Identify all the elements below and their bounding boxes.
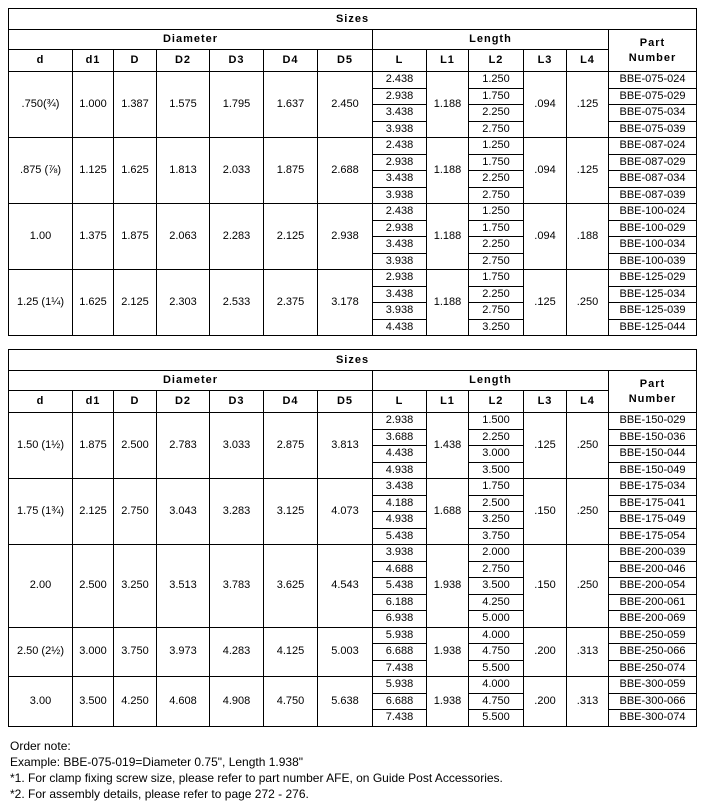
cell-d: 2.50 (2½) bbox=[9, 627, 73, 677]
cell-d5: 4.543 bbox=[318, 545, 373, 628]
cell-d1: 3.000 bbox=[73, 627, 114, 677]
col-heading-d5: D5 bbox=[318, 391, 373, 413]
col-heading-l2: L2 bbox=[469, 50, 524, 72]
cell-d: 1.387 bbox=[114, 72, 157, 138]
col-heading-d5: D5 bbox=[318, 50, 373, 72]
cell-d4: 1.637 bbox=[264, 72, 318, 138]
cell-part-number: BBE-150-044 bbox=[609, 446, 697, 463]
length-group-heading: Length bbox=[373, 30, 609, 50]
cell-d5: 2.938 bbox=[318, 204, 373, 270]
cell-l: 3.438 bbox=[373, 237, 427, 254]
col-heading-d4: D4 bbox=[264, 391, 318, 413]
cell-d1: 1.000 bbox=[73, 72, 114, 138]
cell-d3: 4.283 bbox=[210, 627, 264, 677]
order-note-example: Example: BBE-075-019=Diameter 0.75", Length 1.938" bbox=[10, 755, 304, 769]
cell-d1: 1.875 bbox=[73, 413, 114, 479]
cell-part-number: BBE-300-066 bbox=[609, 693, 697, 710]
cell-d1: 3.500 bbox=[73, 677, 114, 727]
cell-d4: 2.875 bbox=[264, 413, 318, 479]
cell-d: 2.500 bbox=[114, 413, 157, 479]
cell-d1: 1.375 bbox=[73, 204, 114, 270]
cell-l: 3.938 bbox=[373, 121, 427, 138]
cell-part-number: BBE-125-039 bbox=[609, 303, 697, 320]
cell-d3: 2.033 bbox=[210, 138, 264, 204]
cell-l2: 4.750 bbox=[469, 693, 524, 710]
cell-d4: 3.625 bbox=[264, 545, 318, 628]
cell-part-number: BBE-100-029 bbox=[609, 220, 697, 237]
cell-d5: 2.688 bbox=[318, 138, 373, 204]
cell-l: 4.188 bbox=[373, 495, 427, 512]
cell-d5: 3.813 bbox=[318, 413, 373, 479]
cell-l2: 3.000 bbox=[469, 446, 524, 463]
cell-d2: 3.973 bbox=[157, 627, 210, 677]
cell-l: 4.688 bbox=[373, 561, 427, 578]
cell-l: 7.438 bbox=[373, 660, 427, 677]
cell-part-number: BBE-125-044 bbox=[609, 319, 697, 336]
cell-l3: .200 bbox=[524, 627, 567, 677]
cell-l2: 2.250 bbox=[469, 286, 524, 303]
cell-l2: 5.500 bbox=[469, 710, 524, 727]
cell-d: .750(¾) bbox=[9, 72, 73, 138]
table-row bbox=[9, 479, 697, 496]
cell-part-number: BBE-300-059 bbox=[609, 677, 697, 694]
cell-l: 6.688 bbox=[373, 693, 427, 710]
cell-l2: 2.750 bbox=[469, 561, 524, 578]
cell-d: 2.125 bbox=[114, 270, 157, 336]
cell-d3: 1.795 bbox=[210, 72, 264, 138]
cell-d2: 2.303 bbox=[157, 270, 210, 336]
cell-l2: 3.500 bbox=[469, 578, 524, 595]
cell-part-number: BBE-150-029 bbox=[609, 413, 697, 430]
cell-part-number: BBE-125-034 bbox=[609, 286, 697, 303]
cell-l: 2.438 bbox=[373, 204, 427, 221]
cell-l: 4.438 bbox=[373, 319, 427, 336]
cell-part-number: BBE-200-046 bbox=[609, 561, 697, 578]
part-heading-line2: Number bbox=[628, 51, 677, 64]
cell-d4: 2.125 bbox=[264, 204, 318, 270]
cell-l1: 1.188 bbox=[427, 72, 469, 138]
cell-l: 3.938 bbox=[373, 187, 427, 204]
cell-part-number: BBE-200-061 bbox=[609, 594, 697, 611]
cell-l: 3.938 bbox=[373, 253, 427, 270]
cell-l3: .150 bbox=[524, 545, 567, 628]
sizes-heading: Sizes bbox=[9, 9, 697, 30]
cell-l: 6.938 bbox=[373, 611, 427, 628]
cell-part-number: BBE-100-039 bbox=[609, 253, 697, 270]
cell-part-number: BBE-087-034 bbox=[609, 171, 697, 188]
cell-l2: 2.750 bbox=[469, 253, 524, 270]
table-row bbox=[9, 72, 697, 89]
cell-l: 3.438 bbox=[373, 105, 427, 122]
cell-l: 2.938 bbox=[373, 88, 427, 105]
cell-part-number: BBE-200-054 bbox=[609, 578, 697, 595]
cell-part-number: BBE-175-049 bbox=[609, 512, 697, 529]
cell-l2: 3.250 bbox=[469, 512, 524, 529]
cell-d5: 4.073 bbox=[318, 479, 373, 545]
cell-l2: 1.750 bbox=[469, 220, 524, 237]
col-heading-d: d bbox=[9, 50, 73, 72]
table-row bbox=[9, 545, 697, 562]
cell-l4: .250 bbox=[567, 545, 609, 628]
col-heading-d4: D4 bbox=[264, 50, 318, 72]
cell-l3: .125 bbox=[524, 413, 567, 479]
cell-l2: 2.750 bbox=[469, 303, 524, 320]
cell-part-number: BBE-250-059 bbox=[609, 627, 697, 644]
cell-d4: 4.125 bbox=[264, 627, 318, 677]
cell-part-number: BBE-075-039 bbox=[609, 121, 697, 138]
cell-d: 4.250 bbox=[114, 677, 157, 727]
cell-d4: 3.125 bbox=[264, 479, 318, 545]
cell-part-number: BBE-300-074 bbox=[609, 710, 697, 727]
sizes-table-2 bbox=[8, 349, 697, 727]
table-row bbox=[9, 413, 697, 430]
col-heading-l2: L2 bbox=[469, 391, 524, 413]
cell-part-number: BBE-087-039 bbox=[609, 187, 697, 204]
cell-part-number: BBE-150-049 bbox=[609, 462, 697, 479]
part-heading-line2: Number bbox=[628, 392, 677, 405]
cell-l4: .313 bbox=[567, 627, 609, 677]
cell-part-number: BBE-250-074 bbox=[609, 660, 697, 677]
cell-l: 2.938 bbox=[373, 154, 427, 171]
cell-l1: 1.938 bbox=[427, 677, 469, 727]
cell-d1: 1.125 bbox=[73, 138, 114, 204]
cell-d4: 2.375 bbox=[264, 270, 318, 336]
col-heading-l3: L3 bbox=[524, 50, 567, 72]
cell-part-number: BBE-087-029 bbox=[609, 154, 697, 171]
sizes-heading: Sizes bbox=[9, 350, 697, 371]
cell-part-number: BBE-075-024 bbox=[609, 72, 697, 89]
cell-d2: 3.513 bbox=[157, 545, 210, 628]
cell-l1: 1.188 bbox=[427, 204, 469, 270]
cell-d5: 2.450 bbox=[318, 72, 373, 138]
cell-part-number: BBE-250-066 bbox=[609, 644, 697, 661]
cell-d: 1.875 bbox=[114, 204, 157, 270]
col-heading-d2: D2 bbox=[157, 391, 210, 413]
diameter-group-heading: Diameter bbox=[9, 30, 373, 50]
cell-part-number: BBE-075-029 bbox=[609, 88, 697, 105]
cell-l2: 3.750 bbox=[469, 528, 524, 545]
cell-l1: 1.438 bbox=[427, 413, 469, 479]
cell-l2: 4.250 bbox=[469, 594, 524, 611]
cell-l2: 1.250 bbox=[469, 138, 524, 155]
cell-d2: 4.608 bbox=[157, 677, 210, 727]
col-heading-l4: L4 bbox=[567, 391, 609, 413]
cell-l2: 2.750 bbox=[469, 121, 524, 138]
cell-part-number: BBE-175-034 bbox=[609, 479, 697, 496]
cell-l: 2.438 bbox=[373, 72, 427, 89]
col-heading-l3: L3 bbox=[524, 391, 567, 413]
cell-l2: 4.000 bbox=[469, 677, 524, 694]
cell-l2: 1.750 bbox=[469, 154, 524, 171]
cell-d: 1.75 (1¾) bbox=[9, 479, 73, 545]
cell-l2: 2.250 bbox=[469, 237, 524, 254]
cell-part-number: BBE-150-036 bbox=[609, 429, 697, 446]
cell-l3: .094 bbox=[524, 72, 567, 138]
cell-l: 3.688 bbox=[373, 429, 427, 446]
cell-l2: 5.000 bbox=[469, 611, 524, 628]
cell-d3: 4.908 bbox=[210, 677, 264, 727]
cell-d: .875 (⅞) bbox=[9, 138, 73, 204]
cell-l1: 1.688 bbox=[427, 479, 469, 545]
cell-l: 5.938 bbox=[373, 627, 427, 644]
cell-l: 5.438 bbox=[373, 528, 427, 545]
cell-l2: 2.250 bbox=[469, 105, 524, 122]
cell-l2: 1.500 bbox=[469, 413, 524, 430]
cell-d: 3.750 bbox=[114, 627, 157, 677]
cell-l: 4.438 bbox=[373, 446, 427, 463]
cell-d: 1.625 bbox=[114, 138, 157, 204]
cell-l2: 2.500 bbox=[469, 495, 524, 512]
cell-d: 1.25 (1¼) bbox=[9, 270, 73, 336]
cell-l2: 3.250 bbox=[469, 319, 524, 336]
cell-l: 5.438 bbox=[373, 578, 427, 595]
cell-part-number: BBE-125-029 bbox=[609, 270, 697, 287]
cell-l1: 1.188 bbox=[427, 270, 469, 336]
cell-d2: 1.813 bbox=[157, 138, 210, 204]
diameter-group-heading: Diameter bbox=[9, 371, 373, 391]
part-heading-line1: Part bbox=[639, 36, 666, 49]
cell-l: 6.688 bbox=[373, 644, 427, 661]
cell-l2: 2.750 bbox=[469, 187, 524, 204]
cell-d3: 3.283 bbox=[210, 479, 264, 545]
cell-l2: 3.500 bbox=[469, 462, 524, 479]
cell-l: 3.438 bbox=[373, 286, 427, 303]
cell-l2: 1.750 bbox=[469, 270, 524, 287]
cell-l4: .313 bbox=[567, 677, 609, 727]
order-note-heading: Order note: bbox=[10, 739, 71, 753]
col-heading-l1: L1 bbox=[427, 391, 469, 413]
cell-d: 1.50 (1½) bbox=[9, 413, 73, 479]
col-heading-d1: d1 bbox=[73, 391, 114, 413]
cell-l1: 1.938 bbox=[427, 545, 469, 628]
cell-l: 2.938 bbox=[373, 270, 427, 287]
cell-l2: 4.750 bbox=[469, 644, 524, 661]
cell-l4: .250 bbox=[567, 413, 609, 479]
cell-part-number: BBE-200-039 bbox=[609, 545, 697, 562]
cell-d: 2.00 bbox=[9, 545, 73, 628]
cell-d: 2.750 bbox=[114, 479, 157, 545]
cell-l: 7.438 bbox=[373, 710, 427, 727]
col-heading-l: L bbox=[373, 50, 427, 72]
cell-d1: 2.500 bbox=[73, 545, 114, 628]
cell-l3: .094 bbox=[524, 138, 567, 204]
cell-l2: 2.000 bbox=[469, 545, 524, 562]
table-row bbox=[9, 138, 697, 155]
cell-l: 3.438 bbox=[373, 171, 427, 188]
part-number-heading bbox=[609, 30, 697, 72]
cell-d1: 2.125 bbox=[73, 479, 114, 545]
cell-d5: 3.178 bbox=[318, 270, 373, 336]
cell-d5: 5.003 bbox=[318, 627, 373, 677]
cell-l: 6.188 bbox=[373, 594, 427, 611]
cell-part-number: BBE-175-041 bbox=[609, 495, 697, 512]
cell-d: 1.00 bbox=[9, 204, 73, 270]
length-group-heading: Length bbox=[373, 371, 609, 391]
col-heading-l4: L4 bbox=[567, 50, 609, 72]
cell-part-number: BBE-075-034 bbox=[609, 105, 697, 122]
col-heading-d: D bbox=[114, 50, 157, 72]
cell-l1: 1.188 bbox=[427, 138, 469, 204]
col-heading-l1: L1 bbox=[427, 50, 469, 72]
col-heading-d1: d1 bbox=[73, 50, 114, 72]
cell-l1: 1.938 bbox=[427, 627, 469, 677]
cell-l: 3.938 bbox=[373, 545, 427, 562]
cell-l3: .200 bbox=[524, 677, 567, 727]
order-note-assembly: *2. For assembly details, please refer to page 272 - 276. bbox=[10, 787, 309, 801]
part-heading-line1: Part bbox=[639, 377, 666, 390]
cell-l4: .250 bbox=[567, 479, 609, 545]
table-row bbox=[9, 677, 697, 694]
cell-part-number: BBE-087-024 bbox=[609, 138, 697, 155]
cell-d3: 2.283 bbox=[210, 204, 264, 270]
cell-part-number: BBE-200-069 bbox=[609, 611, 697, 628]
table-row bbox=[9, 204, 697, 221]
cell-l3: .125 bbox=[524, 270, 567, 336]
cell-l: 4.938 bbox=[373, 462, 427, 479]
cell-l: 2.938 bbox=[373, 220, 427, 237]
cell-l2: 1.750 bbox=[469, 88, 524, 105]
cell-d2: 1.575 bbox=[157, 72, 210, 138]
cell-d4: 1.875 bbox=[264, 138, 318, 204]
order-note-clamp: *1. For clamp fixing screw size, please refer to part number AFE, on Guide Post Accessories. bbox=[10, 771, 503, 785]
cell-d2: 2.063 bbox=[157, 204, 210, 270]
order-notes bbox=[10, 738, 503, 802]
cell-l3: .094 bbox=[524, 204, 567, 270]
cell-l2: 1.750 bbox=[469, 479, 524, 496]
col-heading-l: L bbox=[373, 391, 427, 413]
sizes-table-1 bbox=[8, 8, 697, 336]
cell-l: 3.438 bbox=[373, 479, 427, 496]
cell-d3: 2.533 bbox=[210, 270, 264, 336]
cell-d2: 3.043 bbox=[157, 479, 210, 545]
col-heading-d3: D3 bbox=[210, 50, 264, 72]
cell-l2: 4.000 bbox=[469, 627, 524, 644]
cell-l2: 1.250 bbox=[469, 204, 524, 221]
cell-l4: .250 bbox=[567, 270, 609, 336]
cell-l2: 1.250 bbox=[469, 72, 524, 89]
col-heading-d2: D2 bbox=[157, 50, 210, 72]
cell-part-number: BBE-175-054 bbox=[609, 528, 697, 545]
cell-d1: 1.625 bbox=[73, 270, 114, 336]
cell-l: 2.438 bbox=[373, 138, 427, 155]
cell-l: 4.938 bbox=[373, 512, 427, 529]
cell-d2: 2.783 bbox=[157, 413, 210, 479]
table-row bbox=[9, 270, 697, 287]
part-number-heading bbox=[609, 371, 697, 413]
cell-part-number: BBE-100-034 bbox=[609, 237, 697, 254]
cell-d3: 3.033 bbox=[210, 413, 264, 479]
cell-l2: 5.500 bbox=[469, 660, 524, 677]
cell-d5: 5.638 bbox=[318, 677, 373, 727]
cell-part-number: BBE-100-024 bbox=[609, 204, 697, 221]
col-heading-d3: D3 bbox=[210, 391, 264, 413]
cell-l4: .188 bbox=[567, 204, 609, 270]
cell-l: 3.938 bbox=[373, 303, 427, 320]
cell-d4: 4.750 bbox=[264, 677, 318, 727]
table-row bbox=[9, 627, 697, 644]
col-heading-d: D bbox=[114, 391, 157, 413]
cell-d: 3.00 bbox=[9, 677, 73, 727]
cell-l: 2.938 bbox=[373, 413, 427, 430]
cell-l4: .125 bbox=[567, 138, 609, 204]
cell-l2: 2.250 bbox=[469, 429, 524, 446]
cell-d: 3.250 bbox=[114, 545, 157, 628]
cell-d3: 3.783 bbox=[210, 545, 264, 628]
cell-l3: .150 bbox=[524, 479, 567, 545]
cell-l2: 2.250 bbox=[469, 171, 524, 188]
cell-l: 5.938 bbox=[373, 677, 427, 694]
cell-l4: .125 bbox=[567, 72, 609, 138]
col-heading-d: d bbox=[9, 391, 73, 413]
